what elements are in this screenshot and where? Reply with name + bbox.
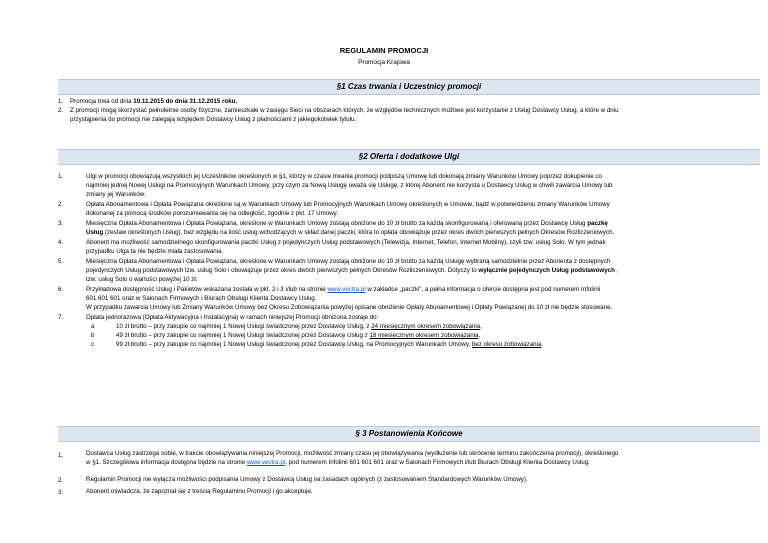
s2-item7-sub-b-letter: b	[91, 332, 95, 339]
s2-item1-line1: Ulgi w promocji obowiązują wszystkich jej Uczestników określonych w §1, którzy w czasie trwania promocji podpiszą Umowę lub dokonają zmiany Warunków Umowy poprzez dokupienie co	[86, 173, 602, 180]
s2-item6-line2: 601 601 601 oraz w Salonach Firmowych i Biurach Obsługi Klienta Dostawcy Usług.	[86, 295, 317, 302]
section3-heading: § 3 Postanowienia Końcowe	[58, 426, 760, 442]
s2-item1-line2: najmniej jednej Nowej Usługi na Promocyjnych Warunkach Umowy, przy czym za Nową Usługę uważa się Usługę, z której Abonent nie korzysta u Dostawcy Usług w chwili zawarcia Umowy lub	[86, 182, 613, 189]
s3-item1-number: 1.	[58, 452, 64, 459]
document-subtitle: Promocja Krajowa	[358, 59, 410, 66]
s2-item6-line1: Przykładowa dostępność Usług i Pakietów wskazana została w pkt. 2 i 3 i/lub na stronie www.vectra.pl w zakładce „paczki", a pełna informacja o ofercie dostępna jest pod numerem Infolinii	[86, 286, 601, 293]
s1-item2-line1: Z promocji mogą skorzystać pełnoletnie osoby fizyczne, zamieszkałe w zasięgu Sieci na obszarach których, ze względów technicznych możliwe jest korzystanie z Usług Dostawcy Usług, a które w dniu	[70, 107, 619, 114]
s3-item3-line: Abonent oświadcza, że zapoznał się z treścią Regulaminu Promocji i go akceptuje.	[86, 488, 313, 495]
s1-item1-text: Promocja trwa od dnia 10.11.2015 do dnia 31.12.2015 roku.	[70, 98, 238, 105]
s2-item7-sub-b: 49 zł brutto – przy zakupie co najmniej 1 Nowej Usługi świadczonej przez Dostawcę Usług z 18 miesięcznym okresem zobowiązania,	[116, 332, 481, 339]
s3-item2-line: Regulamin Promocji nie wyłącza możliwości podpisania Umowy z Dostawcą Usług na zasadach ogólnych (z zastosowaniem Standardowych Warunków Umowy).	[86, 476, 528, 483]
s2-item5-number: 5.	[58, 258, 64, 265]
s3-item1-line2: w §1. Szczegółowa informacja dostępna będzie na stronie www.vectra.pl, pod numerem Infolinii 601 601 601 oraz w Salonach Firmowych i/lub Biurach Obsługi Klienta Dostawcy Usług.	[86, 459, 590, 466]
s2-item6-line3: W przypadku zawarcia Umowy lub Zmiany Warunków Umowy bez Okresu Zobowiązania powyżej opisane obniżenie Opłaty Abonamentowej i Opłaty Powiązanej do 10 zł nie będzie stosowane.	[86, 304, 613, 311]
s3-item2-number: 2.	[58, 477, 64, 484]
s2-item5-line3: tzw. usług Solo o wartości powyżej 10 zł.	[86, 276, 198, 283]
section1-heading: §1 Czas trwania i Uczestnicy promocji	[58, 79, 760, 95]
document-title: REGULAMIN PROMOCJI	[339, 46, 429, 55]
s2-item7-sub-a-letter: a	[91, 323, 95, 330]
vectra-link-2[interactable]: www.vectra.pl	[246, 459, 286, 466]
s2-item2-line2: dokonanej za pomocą środków porozumiewania się na odległość, zgodnie z pkt. 17 Umowy.	[86, 210, 338, 217]
s2-item3-line2: Usług (zestaw określonych Usług), bez względu na ilość usług wchodzących w skład danej paczki, która to opłata obowiązuje przez okres dwóch pierwszych pełnych Okresów Rozliczeniowych.	[86, 229, 615, 236]
s2-item7-sub-a: 10 zł brutto – przy zakupie co najmniej 1 Nowej Usługi świadczonej przez Dostawcę Usług, z 24 miesięcznym okresem zobowiązania,	[116, 323, 482, 330]
vectra-link[interactable]: www.vectra.pl	[327, 286, 366, 293]
s2-item7-line: Opłata jednorazowa (Opłata Aktywacyjna i Instalacyjna) w ramach niniejszej Promocji obniżona zostaje do:	[86, 314, 379, 321]
s2-item5-line1: Miesięczna Opłata Abonamentowa i Opłata Powiązana, określone w Warunkach Umowy zostają obniżone do 10 zł brutto za każdą Usługę wybraną samodzielnie przez Abonenta z dostępnych	[86, 258, 611, 265]
s2-item7-sub-c: 99 zł brutto – przy zakupie co najmniej 1 Nowej Usługi świadczonej przez Dostawcę Usług, na Promocyjnych Warunkach Umowy, bez okresu zobowiązania.	[116, 341, 544, 348]
s2-item6-number: 6.	[58, 286, 64, 293]
s2-item7-sub-c-letter: c	[91, 341, 95, 348]
s1-item1-number: 1.	[58, 98, 64, 105]
s2-item4-line1: Abonent ma możliwość samodzielnego skonfigurowania paczki Usług z pojedynczych Usług podstawowych (Telewizja, Internet, Telefon, Internet Mobilny), czyli tzw. usług Solo. W tym jednak	[86, 239, 606, 246]
s3-item3-number: 3.	[58, 489, 64, 496]
s2-item3-line1: Miesięczna Opłata Abonamentowa i Opłata Powiązana, określone w Warunkach Umowy zostają obniżone do 10 zł brutto za każdą skonfigurowaną i oferowaną przez Dostawcę Usług paczkę	[86, 220, 608, 227]
s2-item2-number: 2.	[58, 201, 64, 208]
s2-item3-number: 3.	[58, 220, 64, 227]
section2-heading: §2 Oferta i dodatkowe Ulgi	[58, 149, 760, 165]
s2-item1-line3: zmiany jej Warunków.	[86, 191, 146, 198]
s2-item2-line1: Opłata Abonamentowa i Opłata Powiązana określone są w Warunkach Umowy lub Promocyjnych Warunkach Umowy określonych w Umowie, bądź w potwierdzeniu zmiany Warunków Umowy	[86, 201, 610, 208]
s2-item4-number: 4.	[58, 239, 64, 246]
s2-item4-line2: przypadku Ulga ta nie będzie miała zastosowania.	[86, 248, 224, 255]
s1-item2-number: 2.	[58, 107, 64, 114]
s1-item2-line2: przystąpienia do promocji nie zalegają względem Dostawcy Usług z płatnościami z jakiegokolwiek tytułu.	[70, 116, 357, 123]
s2-item5-line2: pojedynczych Usług podstawowych tzw. usług Solo i obowiązuje przez okres dwóch pierwszych pełnych Okresów Rozliczeniowych. Dotyczy to wyłącznie pojedynczych Usług podstawowych ,	[86, 267, 619, 274]
s2-item7-number: 7.	[58, 314, 64, 321]
s2-item1-number: 1.	[58, 173, 64, 180]
promo-dates: 10.11.2015 do dnia 31.12.2015 roku.	[133, 98, 238, 105]
s3-item1-line1: Dostawca Usług zastrzega sobie, w trakcie obowiązywania niniejszej Promocji, możliwość zmiany czasu jej obowiązywania (wydłużenie lub skrócenie terminu zakończenia promocji), określonego	[86, 450, 619, 457]
